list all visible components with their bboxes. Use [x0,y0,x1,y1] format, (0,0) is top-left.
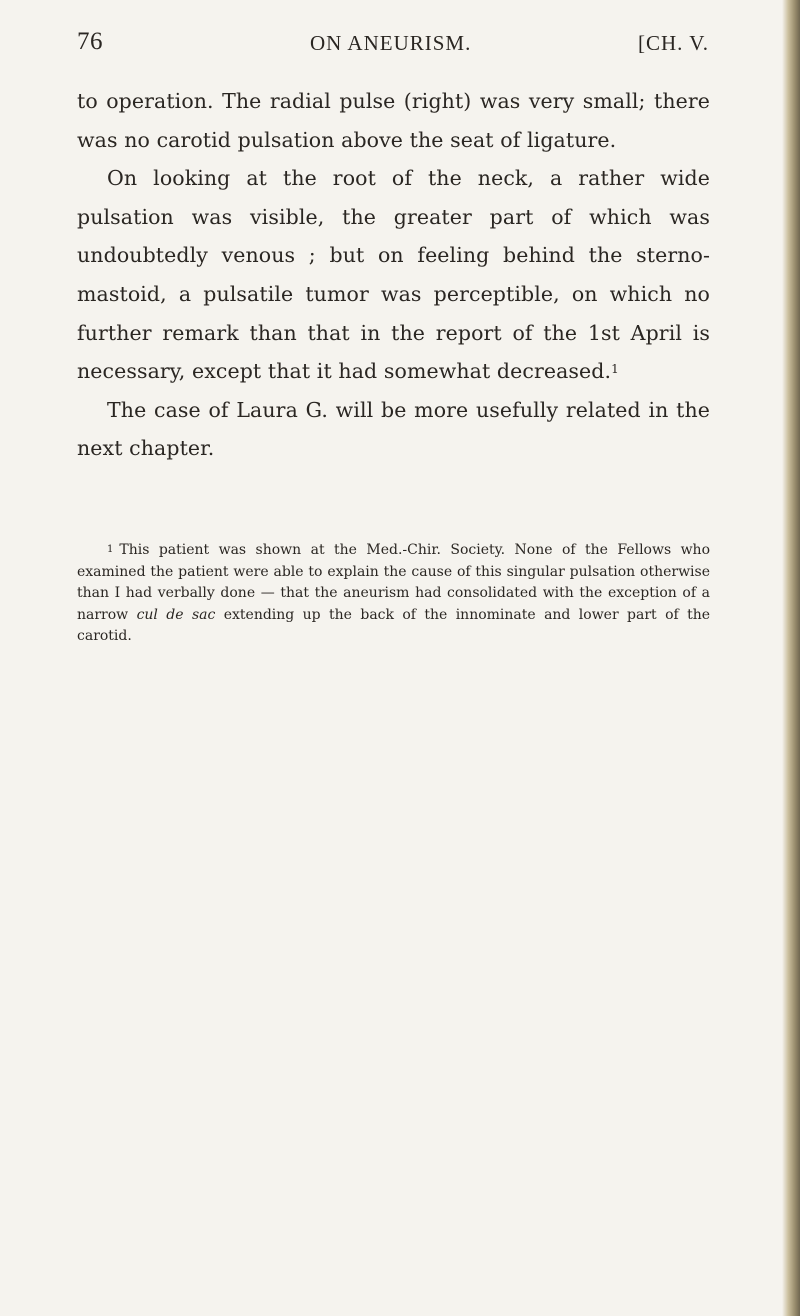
running-head [77,28,709,60]
footnote-marker: 1 [107,544,114,555]
footnote [77,540,710,648]
footnote-italic-term: cul de sac [136,606,216,623]
page-edge-shadow [782,0,800,1316]
footnote-text-before: This patient was shown at the Med.-Chir. Society. None of the Fellows who examined the patient were able to explain the cause of this singular pulsation otherwise than I had verbally done — that the aneurism had consolidated with the exception of a narrow [77,542,710,623]
body-text [77,82,710,468]
footnote-text-after: extending up the back of the innominate and lower part of the carotid. [77,606,711,645]
footnote-reference: 1 [611,362,619,377]
page-number: 76 [77,28,103,55]
paragraph-3: The case of Laura G. will be more usefully related in the next chapter. [77,397,710,461]
paragraph-2-text: On looking at the root of the neck, a rather wide pulsation was visible, the greater part of which was undoubtedly venous ; but on feeling behind the sterno-mastoid, a pulsatile tumor was perceptible, on which no further remark than that in the report of the 1st April is necessary, except that it had somewhat decreased. [77,166,710,384]
chapter-marker: [CH. V. [638,31,709,55]
paragraph-2 [77,159,710,391]
running-title: ON ANEURISM. [310,31,472,55]
paragraph-1: to operation. The radial pulse (right) was very small; there was no carotid pulsation above the seat of ligature. [77,89,710,152]
